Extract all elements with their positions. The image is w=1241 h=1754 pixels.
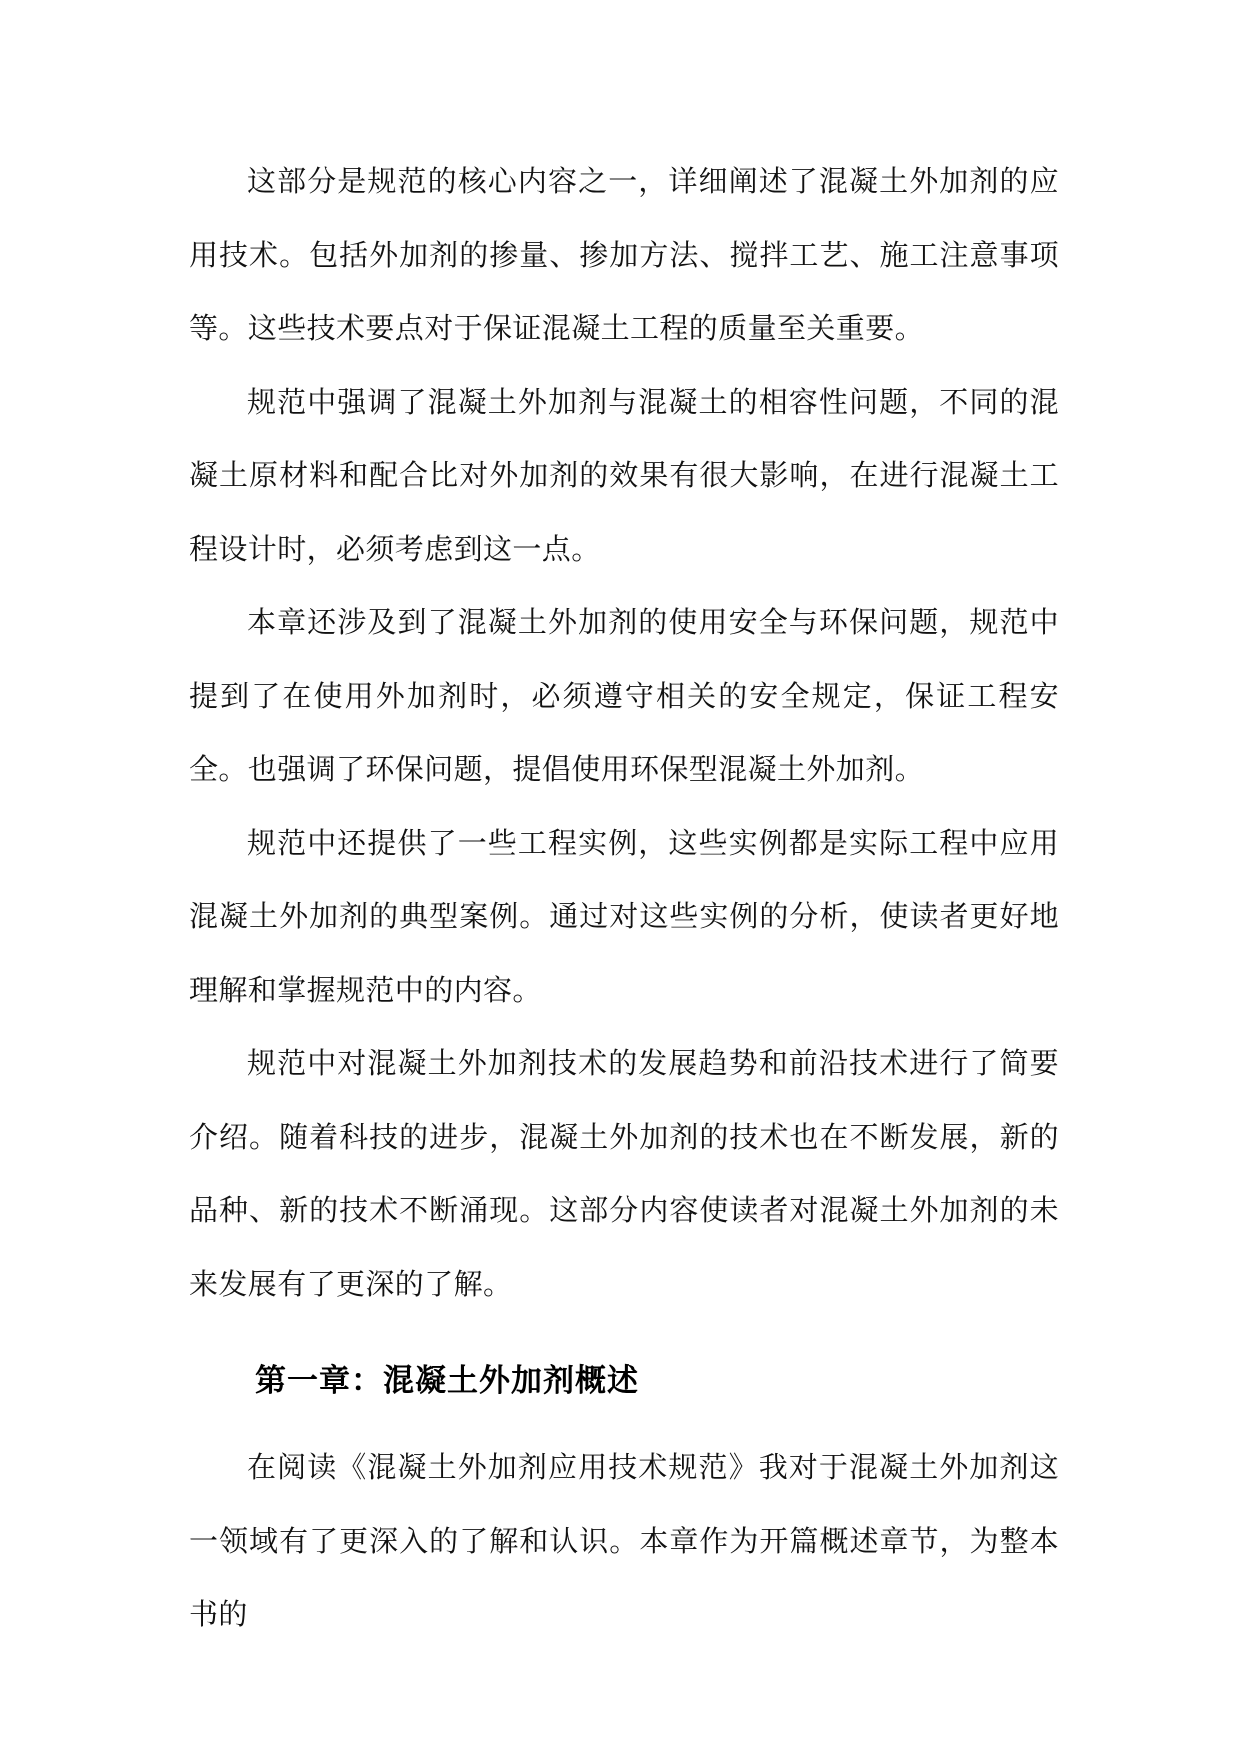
paragraph-engineering-examples: 规范中还提供了一些工程实例，这些实例都是实际工程中应用混凝土外加剂的典型案例。通过对这些实例的分析，使读者更好地理解和掌握规范中的内容。 [189, 825, 1059, 1007]
chapter-heading: 第一章：混凝土外加剂概述 [255, 1363, 639, 1399]
document-body [189, 145, 1059, 1652]
paragraph-application-technology: 这部分是规范的核心内容之一，详细阐述了混凝土外加剂的应用技术。包括外加剂的掺量、掺加方法、搅拌工艺、施工注意事项等。这些技术要点对于保证混凝土工程的质量至关重要。 [189, 164, 1059, 345]
paragraph-compatibility: 规范中强调了混凝土外加剂与混凝土的相容性问题，不同的混凝土原材料和配合比对外加剂的效果有很大影响，在进行混凝土工程设计时，必须考虑到这一点。 [189, 384, 1059, 566]
paragraph-chapter-intro: 在阅读《混凝土外加剂应用技术规范》我对于混凝土外加剂这一领域有了更深入的了解和认识。本章作为开篇概述章节，为整本书的 [189, 1450, 1059, 1631]
paragraph-development-trends: 规范中对混凝土外加剂技术的发展趋势和前沿技术进行了简要介绍。随着科技的进步，混凝土外加剂的技术也在不断发展，新的品种、新的技术不断涌现。这部分内容使读者对混凝土外加剂的未来发展有了更深的了解。 [189, 1046, 1059, 1301]
paragraph-safety-environment: 本章还涉及到了混凝土外加剂的使用安全与环保问题，规范中提到了在使用外加剂时，必须遵守相关的安全规定，保证工程安全。也强调了环保问题，提倡使用环保型混凝土外加剂。 [189, 605, 1059, 786]
